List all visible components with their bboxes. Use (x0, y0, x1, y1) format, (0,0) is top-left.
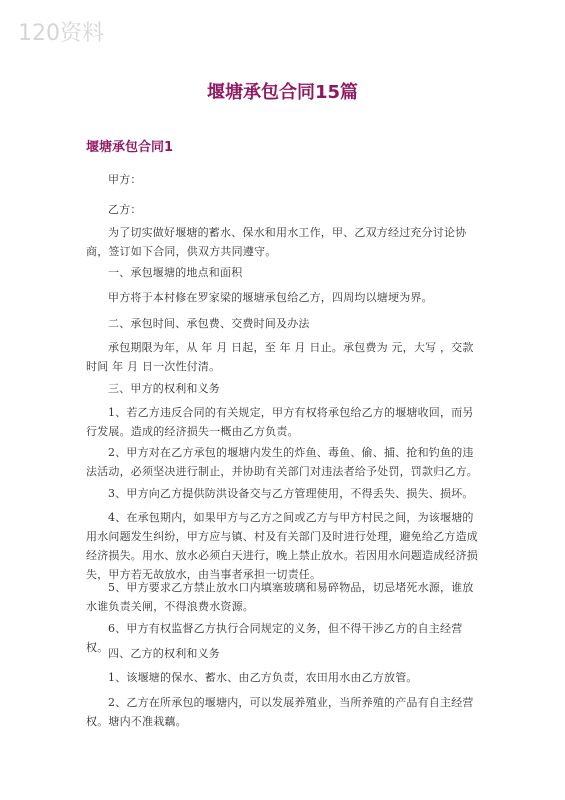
clause-heading-3: 三、甲方的权利和义务 (108, 382, 220, 395)
party-a-item-1: 1、若乙方违反合同的有关规定，甲方有权将承包给乙方的堰塘收回，而另行发展。造成的经济损失一概由乙方负责。 (86, 406, 474, 438)
paragraph-term-fee: 承包期限为年，从 年 月 日起，至 年 月 日止。承包费为 元，大写 ，交款时间 年 月 日一次性付清。 (86, 341, 474, 373)
party-a-item-3: 3、甲方向乙方提供防洪设备交与乙方管理使用，不得丢失、损失、损坏。 (108, 487, 474, 500)
preamble-paragraph: 为了切实做好堰塘的蓄水、保水和用水工作，甲、乙双方经过充分讨论协商，签订如下合同，供双方共同遵守。 (86, 226, 467, 258)
party-b-item-1: 1、该堰塘的保水、蓄水、由乙方负责，农田用水由乙方放管。 (108, 671, 418, 684)
document-title: 堰塘承包合同15篇 (206, 82, 359, 103)
clause-heading-2: 二、承包时间、承包费、交费时间及办法 (108, 317, 310, 330)
party-b-item-2: 2、乙方在所承包的堰塘内，可以发展养殖业，当所养殖的产品有自主经营权。塘内不准栽藕。 (86, 696, 474, 728)
clause-heading-1: 一、承包堰塘的地点和面积 (108, 266, 243, 279)
paragraph-location: 甲方将于本村修在罗家梁的堰塘承包给乙方，四周均以塘埂为界。 (108, 291, 433, 304)
party-a-item-2: 2、甲方对在乙方承包的堰塘内发生的炸鱼、毒鱼、偷、捕、抢和钓鱼的违法活动，必须坚决进行制止，并协助有关部门对违法者给予处罚，罚款归乙方。 (86, 446, 478, 478)
watermark-logo: 120资料 (18, 21, 104, 46)
party-b-line: 乙方： (108, 203, 142, 216)
party-a-item-4: 4、在承包期内，如果甲方与乙方之间或乙方与甲方村民之间，为该堰塘的用水问题发生纠纷，甲方应与镇、村及有关部门及时进行处理，避免给乙方造成经济损失。用水、放水必须白天进行，晚上禁止放水。若因用水问题造成经济损失，甲方若无故放水，由当事者承担一切责任。 (86, 511, 478, 581)
party-a-item-6: 6、甲方有权监督乙方执行合同规定的义务，但不得干涉乙方的自主经营权。 (86, 622, 463, 654)
party-a-line: 甲方： (108, 173, 142, 186)
party-a-item-5: 5、甲方要求乙方禁止放水口内填塞玻璃和易碎物品，切忌堵死水源，谁放水谁负责关闸，不得浪费水资源。 (86, 581, 474, 613)
section-title: 堰塘承包合同1 (86, 140, 174, 155)
clause-heading-4: 四、乙方的权利和义务 (108, 647, 220, 660)
